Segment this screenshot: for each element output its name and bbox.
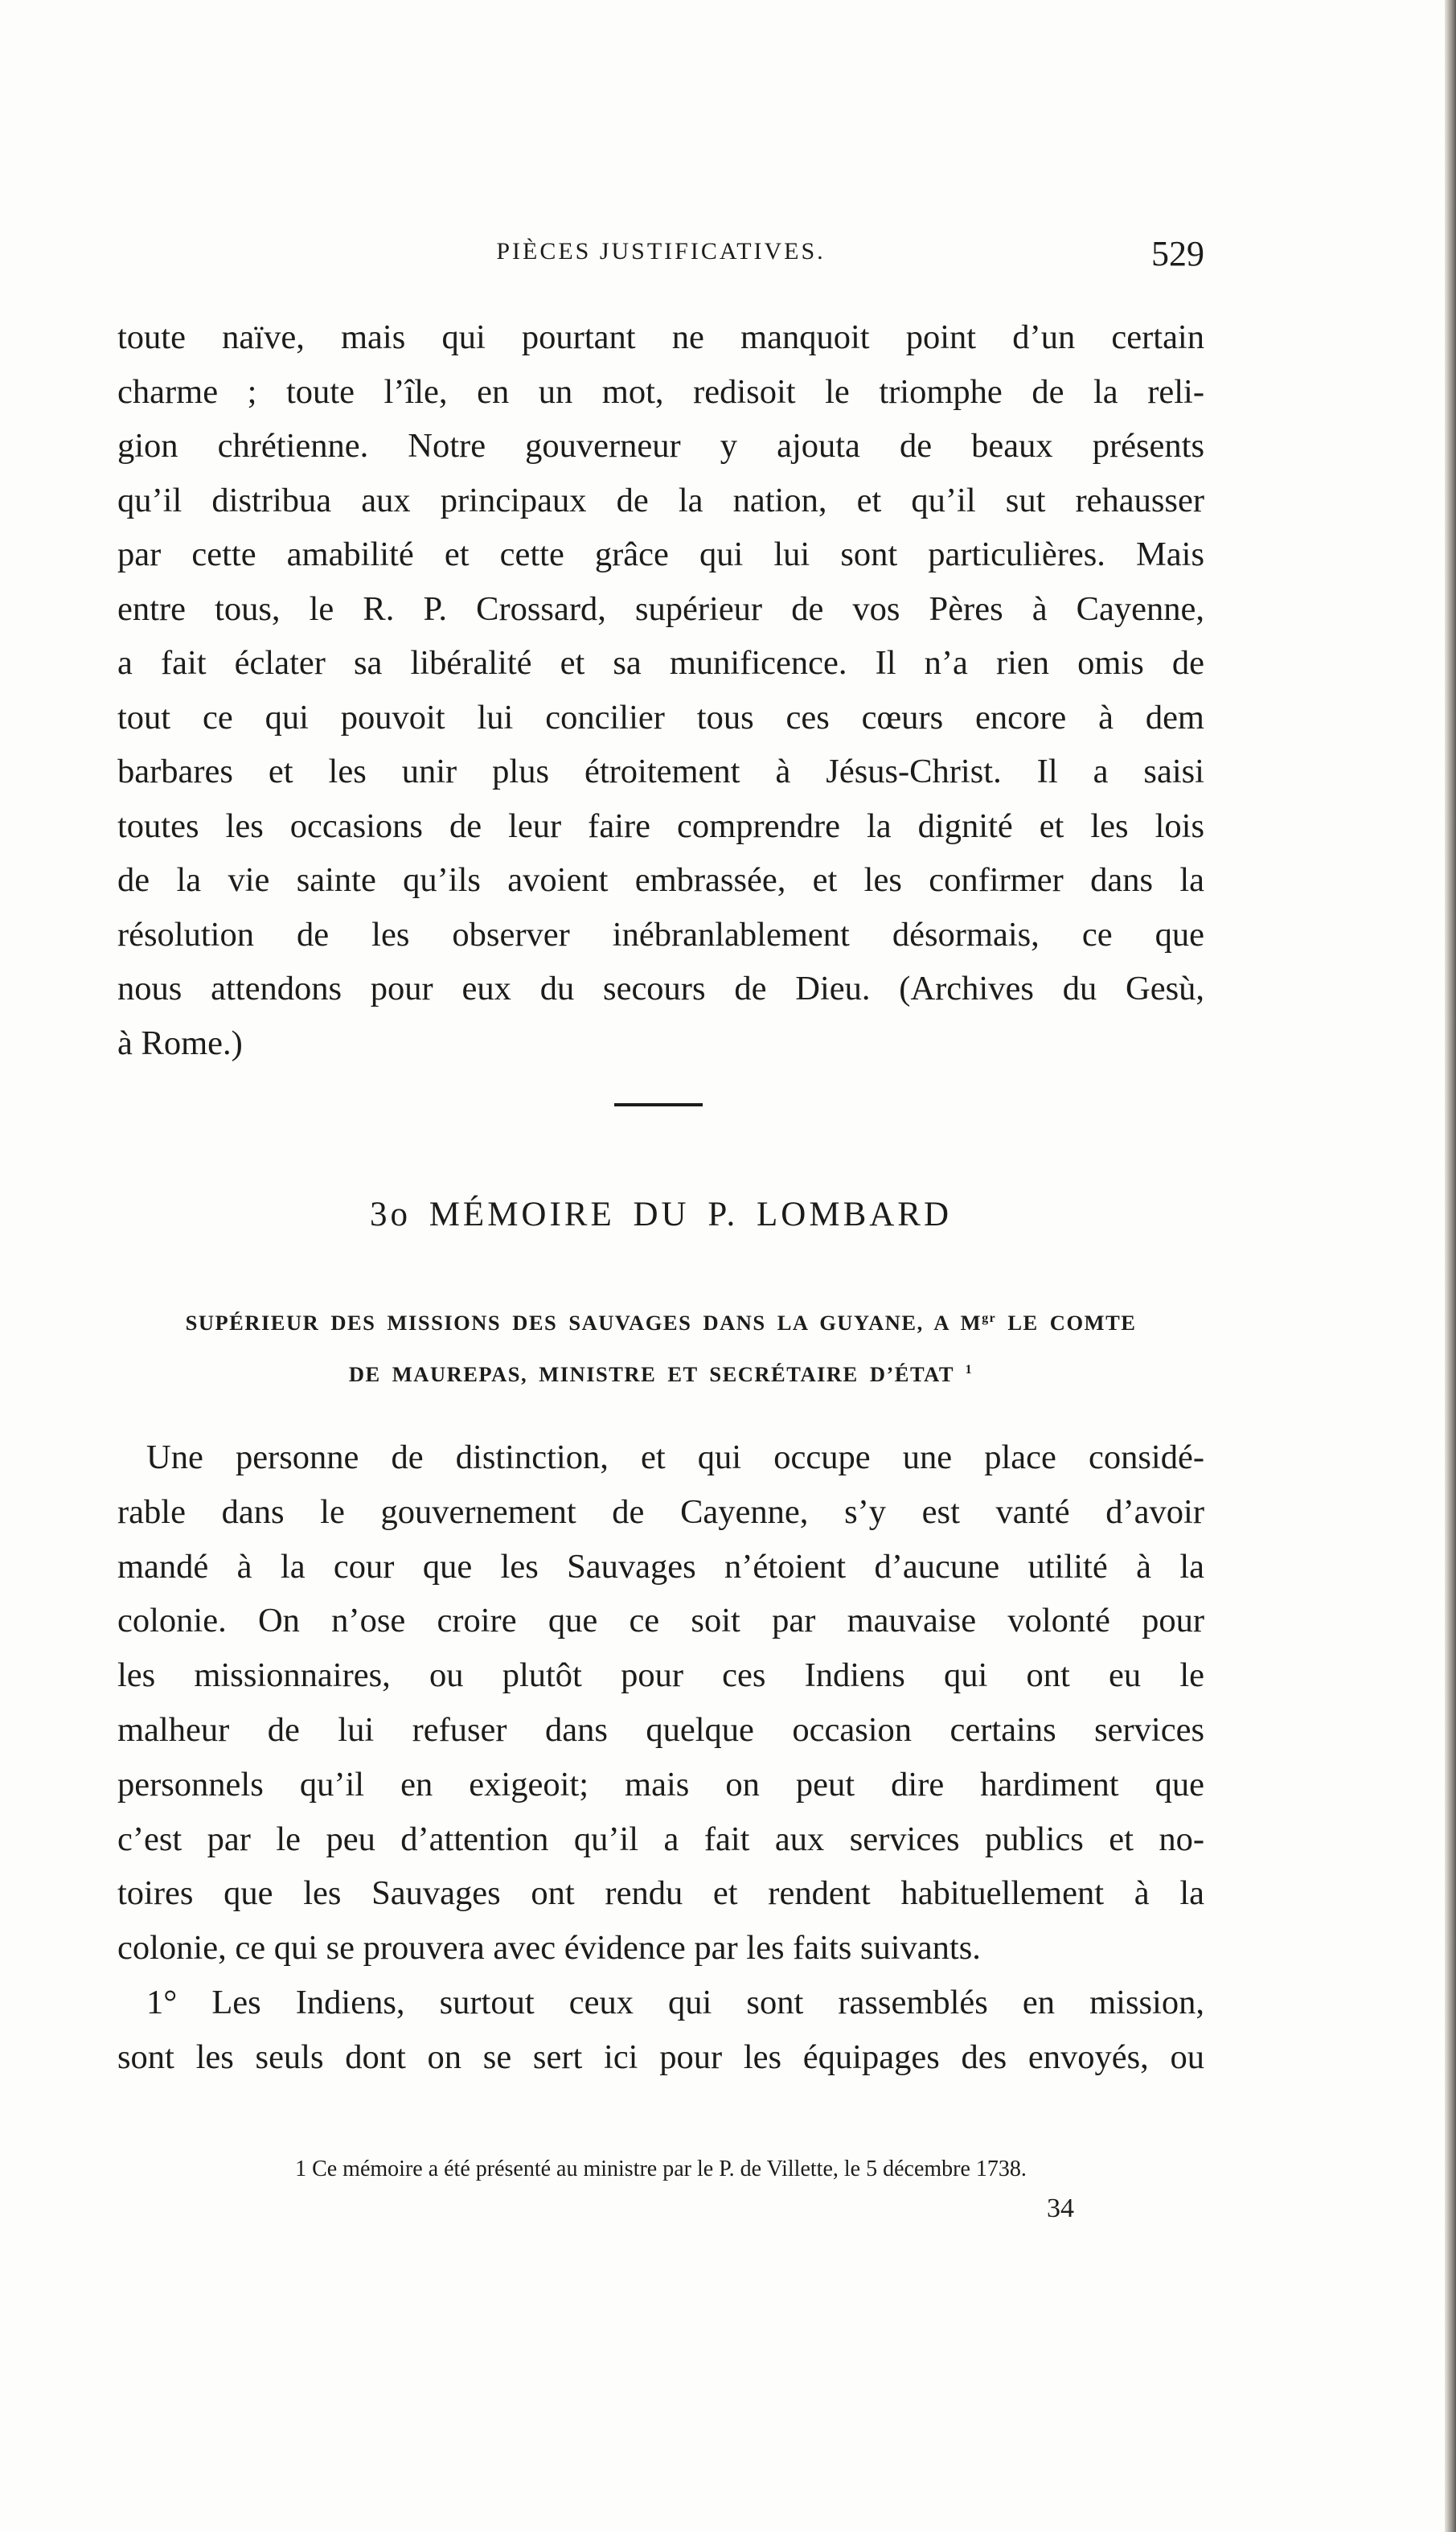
page-edge-shadow	[1445, 0, 1456, 2532]
text-line: personnels qu’il en exigeoit; mais on peut dire hardiment que	[117, 1765, 1204, 1804]
section-divider-rule	[614, 1103, 703, 1106]
text-line: toires que les Sauvages ont rendu et rendent habituellement à la	[117, 1874, 1204, 1913]
text-line: résolution de les observer inébranlablement désormais, ce que	[117, 915, 1204, 954]
text-line: à Rome.)	[117, 1024, 243, 1062]
text-line: par cette amabilité et cette grâce qui lui sont particulières. Mais	[117, 536, 1204, 573]
section-heading: 3o MÉMOIRE DU P. LOMBARD	[369, 1196, 953, 1233]
monseigneur-superscript: gr	[982, 1311, 997, 1326]
footnote-text: Ce mémoire a été présenté au ministre par le P. de Villette, le 5 décembre 1738.	[312, 2157, 1027, 2181]
page-header	[117, 233, 1204, 273]
running-title: PIÈCES JUSTIFICATIVES.	[496, 238, 826, 265]
text-line: qu’il distribua aux principaux de la nation, et qu’il sut rehausser	[117, 481, 1204, 519]
printer-signature-mark: 34	[1047, 2193, 1074, 2223]
text-line: colonie, ce qui se prouvera avec évidence par les faits suivants.	[117, 1929, 981, 1968]
text-line: gion chrétienne. Notre gouverneur y ajouta de beaux présents	[117, 427, 1204, 465]
text-line: colonie. On n’ose croire que ce soit par mauvaise volonté pour	[117, 1602, 1204, 1640]
text-line: c’est par le peu d’attention qu’il a fait aux services publics et no-	[117, 1820, 1204, 1858]
text-line: a fait éclater sa libéralité et sa munificence. Il n’a rien omis de	[117, 644, 1204, 682]
text-line: de la vie sainte qu’ils avoient embrassée, et les confirmer dans la	[117, 861, 1204, 899]
memoire-body	[117, 1430, 1204, 2085]
letter-ending-paragraph	[117, 310, 1204, 1070]
page-number: 529	[1151, 234, 1204, 273]
text-line: malheur de lui refuser dans quelque occasion certains services	[117, 1710, 1204, 1749]
text-line: charme ; toute l’île, en un mot, redisoit le triomphe de la reli-	[117, 372, 1204, 411]
text-line: tout ce qui pouvoit lui concilier tous ces cœurs encore à dem	[117, 698, 1204, 737]
text-line: barbares et les unir plus étroitement à Jésus-Christ. Il a saisi	[117, 753, 1204, 790]
footnote-reference: 1	[965, 1363, 974, 1377]
text-line: nous attendons pour eux du secours de Dieu. (Archives du Gesù,	[117, 970, 1204, 1007]
section-subheading	[117, 1297, 1204, 1400]
text-line: entre tous, le R. P. Crossard, supérieur de vos Pères à Cayenne,	[117, 589, 1204, 628]
text-line: 1° Les Indiens, surtout ceux qui sont rassemblés en mission,	[146, 1983, 1204, 2021]
text-line: rable dans le gouvernement de Cayenne, s’y est vanté d’avoir	[117, 1492, 1204, 1531]
text-line: mandé à la cour que les Sauvages n’étoient d’aucune utilité à la	[117, 1547, 1204, 1586]
text-line: les missionnaires, ou plutôt pour ces Indiens qui ont eu le	[117, 1656, 1204, 1695]
text-line: Une personne de distinction, et qui occupe une place considé-	[146, 1438, 1204, 1476]
text-line: toutes les occasions de leur faire comprendre la dignité et les lois	[117, 806, 1204, 845]
subheading-line-1: SUPÉRIEUR DES MISSIONS DES SAUVAGES DANS LA GUYANE, A $M^{gr}$ LE COMTE	[185, 1311, 1137, 1335]
subheading-line-2: DE MAUREPAS, MINISTRE ET SECRÉTAIRE D’ÉTAT $^1$	[348, 1362, 974, 1386]
text-line: sont les seuls dont on se sert ici pour les équipages des envoyés, ou	[117, 2038, 1204, 2076]
footnote-marker: 1	[295, 2157, 307, 2181]
text-line: toute naïve, mais qui pourtant ne manquoit point d’un certain	[117, 318, 1204, 356]
footnote	[117, 2157, 1204, 2182]
